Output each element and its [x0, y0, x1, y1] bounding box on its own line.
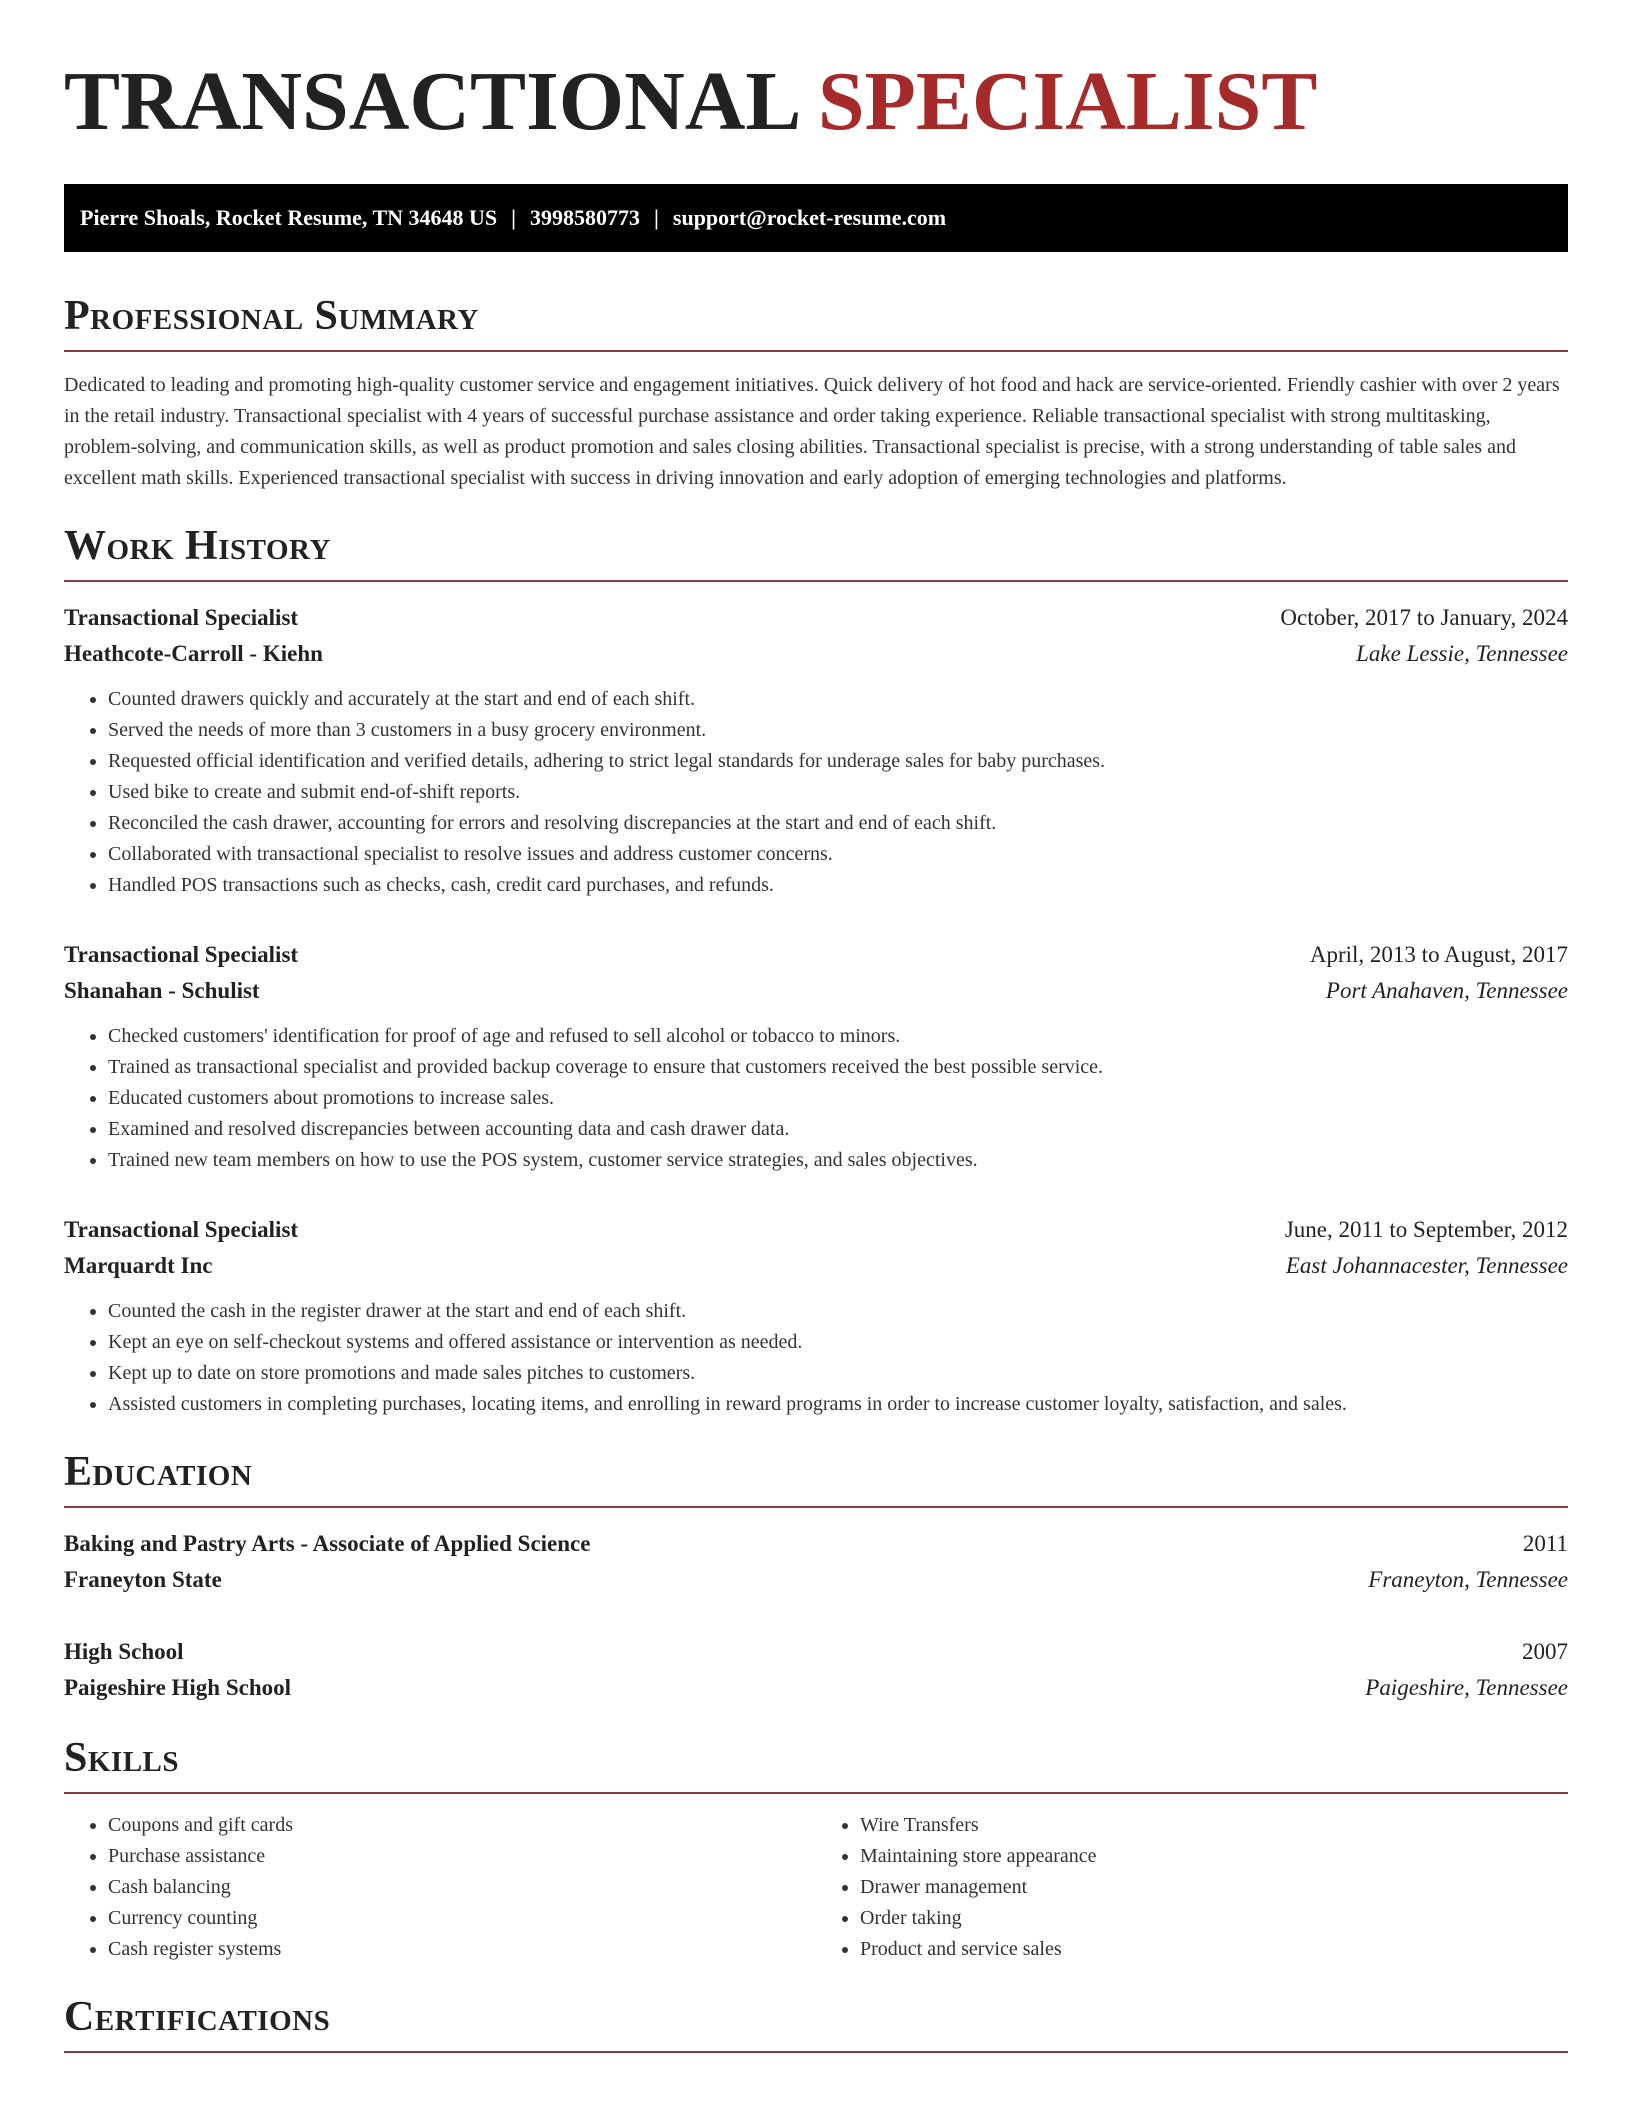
job-header-row: [64, 937, 1568, 973]
job-company-row: [64, 636, 1568, 672]
section-heading-certifications: Certifications: [64, 1993, 1568, 2053]
list-item: • Product and service sales: [860, 1934, 1568, 1965]
skills-columns: [64, 1810, 1568, 1965]
education-entry: [64, 1634, 1568, 1706]
contact-bar: [64, 184, 1568, 252]
job-company-row: [64, 1248, 1568, 1284]
job-header-row: [64, 1212, 1568, 1248]
job-dates: April, 2013 to August, 2017: [1309, 942, 1568, 967]
education-degree: Baking and Pastry Arts - Associate of Applied Science: [64, 1531, 591, 1556]
education-entry: [64, 1526, 1568, 1598]
contact-separator: |: [654, 205, 659, 230]
section-heading-summary: Professional Summary: [64, 292, 1568, 352]
contact-address: Pierre Shoals, Rocket Resume, TN 34648 US: [80, 205, 498, 230]
list-item: • Purchase assistance: [108, 1841, 816, 1872]
title-word-primary: TRANSACTIONAL: [64, 55, 797, 148]
job-entry: [64, 1212, 1568, 1420]
list-item: • Cash balancing: [108, 1872, 816, 1903]
job-location: Port Anahaven, Tennessee: [1325, 978, 1568, 1003]
job-bullets: [64, 684, 1568, 901]
work-history-section: [64, 522, 1568, 1420]
job-bullets: [64, 1296, 1568, 1420]
education-header-row: [64, 1634, 1568, 1670]
education-section: [64, 1448, 1568, 1706]
job-entry: [64, 937, 1568, 1176]
education-year: 2011: [1522, 1531, 1568, 1556]
list-item: • Kept an eye on self-checkout systems and offered assistance or intervention as needed.: [108, 1327, 1568, 1358]
summary-section: [64, 292, 1568, 494]
job-company: Marquardt Inc: [64, 1253, 213, 1278]
job-title: Transactional Specialist: [64, 942, 299, 967]
job-location: Lake Lessie, Tennessee: [1356, 641, 1568, 666]
skills-list-left: [64, 1810, 816, 1965]
list-item: • Collaborated with transactional specialist to resolve issues and address customer concerns.: [108, 839, 1568, 870]
list-item: • Maintaining store appearance: [860, 1841, 1568, 1872]
job-company: Heathcote-Carroll - Kiehn: [64, 641, 323, 666]
job-title: Transactional Specialist: [64, 605, 299, 630]
job-title: Transactional Specialist: [64, 1217, 299, 1242]
education-year: 2007: [1522, 1639, 1568, 1664]
list-item: • Examined and resolved discrepancies between accounting data and cash drawer data.: [108, 1114, 1568, 1145]
job-entry: [64, 600, 1568, 901]
education-school: Franeyton State: [64, 1567, 222, 1592]
education-location: Franeyton, Tennessee: [1368, 1567, 1568, 1592]
education-school-row: [64, 1562, 1568, 1598]
job-company: Shanahan - Schulist: [64, 978, 260, 1003]
summary-text: Dedicated to leading and promoting high-quality customer service and engagement initiatives. Quick delivery of hot food and hack are service-oriented. Friendly cashier with over 2 years in the retail industry. Transactional specialist with 4 years of successful purchase assistance and order taking experience. Reliable transactional specialist with strong multitasking, problem-solving, and communication skills, as well as product promotion and sales closing abilities. Transactional specialist is precise, with a strong understanding of table sales and excellent math skills. Experienced transactional specialist with success in driving innovation and early adoption of emerging technologies and platforms.: [64, 374, 1560, 489]
job-header-row: [64, 600, 1568, 636]
list-item: • Used bike to create and submit end-of-shift reports.: [108, 777, 1568, 808]
education-school-row: [64, 1670, 1568, 1706]
list-item: • Drawer management: [860, 1872, 1568, 1903]
section-heading-work-history: Work History: [64, 522, 1568, 582]
section-heading-skills: Skills: [64, 1734, 1568, 1794]
list-item: • Checked customers' identification for proof of age and refused to sell alcohol or tobacco to minors.: [108, 1021, 1568, 1052]
list-item: • Trained as transactional specialist and provided backup coverage to ensure that customers received the best possible service.: [108, 1052, 1568, 1083]
job-bullets: [64, 1021, 1568, 1176]
list-item: • Reconciled the cash drawer, accounting for errors and resolving discrepancies at the start and end of each shift.: [108, 808, 1568, 839]
certifications-section: [64, 1993, 1568, 2053]
contact-email: support@rocket-resume.com: [672, 205, 947, 230]
contact-phone: 3998580773: [530, 205, 641, 230]
list-item: • Coupons and gift cards: [108, 1810, 816, 1841]
skills-section: [64, 1734, 1568, 1965]
section-heading-education: Education: [64, 1448, 1568, 1508]
skills-list-right: [816, 1810, 1568, 1965]
education-school: Paigeshire High School: [64, 1675, 292, 1700]
list-item: • Educated customers about promotions to increase sales.: [108, 1083, 1568, 1114]
contact-separator: |: [511, 205, 517, 230]
education-degree: High School: [64, 1639, 184, 1664]
resume-title: [64, 52, 1568, 156]
list-item: • Order taking: [860, 1903, 1568, 1934]
list-item: • Trained new team members on how to use the POS system, customer service strategies, and sales objectives.: [108, 1145, 1568, 1176]
list-item: • Counted drawers quickly and accurately at the start and end of each shift.: [108, 684, 1568, 715]
list-item: • Handled POS transactions such as checks, cash, credit card purchases, and refunds.: [108, 870, 1568, 901]
list-item: • Wire Transfers: [860, 1810, 1568, 1841]
job-dates: June, 2011 to September, 2012: [1284, 1217, 1568, 1242]
title-word-accent: SPECIALIST: [817, 55, 1318, 148]
list-item: • Assisted customers in completing purchases, locating items, and enrolling in reward programs in order to increase customer loyalty, satisfaction, and sales.: [108, 1389, 1568, 1420]
job-dates: October, 2017 to January, 2024: [1280, 605, 1568, 630]
list-item: • Requested official identification and verified details, adhering to strict legal standards for underage sales for baby purchases.: [108, 746, 1568, 777]
list-item: • Currency counting: [108, 1903, 816, 1934]
list-item: • Counted the cash in the register drawer at the start and end of each shift.: [108, 1296, 1568, 1327]
list-item: • Cash register systems: [108, 1934, 816, 1965]
job-company-row: [64, 973, 1568, 1009]
list-item: • Kept up to date on store promotions and made sales pitches to customers.: [108, 1358, 1568, 1389]
list-item: • Served the needs of more than 3 customers in a busy grocery environment.: [108, 715, 1568, 746]
job-location: East Johannacester, Tennessee: [1285, 1253, 1568, 1278]
education-location: Paigeshire, Tennessee: [1365, 1675, 1568, 1700]
education-header-row: [64, 1526, 1568, 1562]
